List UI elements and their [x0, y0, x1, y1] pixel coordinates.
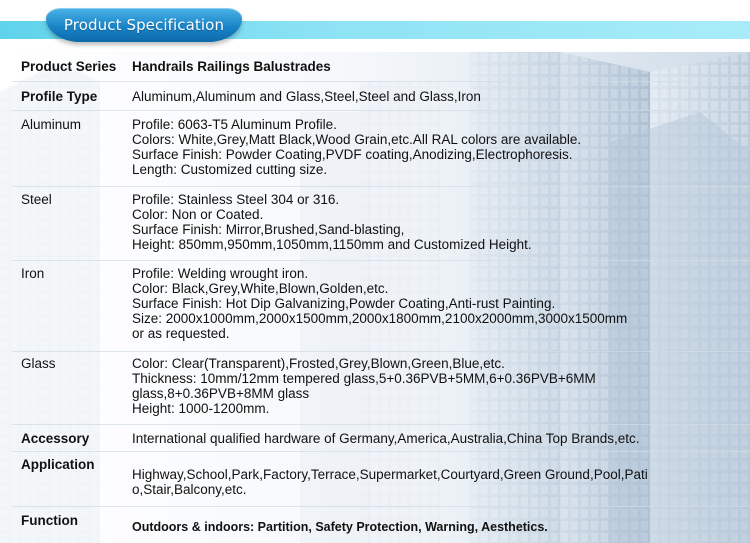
spec-label: Iron: [21, 266, 45, 281]
tab-title: Product Specification: [63, 16, 225, 34]
spec-row-iron: [12, 261, 750, 352]
spec-row-function: [12, 507, 750, 541]
spec-row-accessory: [12, 425, 750, 452]
header: [0, 0, 750, 52]
spec-row-profile-type: [12, 82, 750, 111]
spec-row-application: [12, 452, 750, 507]
spec-line: Profile: Welding wrought iron.: [132, 266, 309, 281]
spec-label: Aluminum: [21, 117, 82, 132]
spec-value: [132, 266, 750, 351]
spec-label: Accessory: [21, 431, 90, 446]
spec-row-glass: [12, 352, 750, 425]
spec-line: glass,8+0.36PVB+8MM glass: [132, 386, 310, 401]
spec-line: Profile: Stainless Steel 304 or 316.: [132, 192, 340, 207]
spec-line: Color: Clear(Transparent),Frosted,Grey,Blown,Green,Blue,etc.: [132, 356, 505, 371]
spec-value: [132, 117, 750, 186]
spec-label: Glass: [21, 356, 56, 371]
spec-value: [132, 513, 750, 541]
spec-label: Function: [21, 513, 78, 528]
spec-line: Size: 2000x1000mm,2000x1500mm,2000x1800mm,2100x2000mm,3000x1500mm: [132, 311, 628, 326]
spec-line: Colors: White,Grey,Matt Black,Wood Grain,etc.All RAL colors are available.: [132, 132, 582, 147]
spec-line: Highway,School,Park,Factory,Terrace,Supermarket,Courtyard,Green Ground,Pool,Pati: [132, 467, 648, 482]
spec-value: [132, 356, 750, 424]
spec-value: International qualified hardware of Germany,America,Australia,China Top Brands,etc.: [132, 431, 640, 446]
spec-line: Thickness: 10mm/12mm tempered glass,5+0.36PVB+5MM,6+0.36PVB+6MM: [132, 371, 596, 386]
spec-value: [132, 192, 750, 260]
spec-line: o,Stair,Balcony,etc.: [132, 482, 247, 497]
spec-row-product-series: [12, 52, 750, 82]
spec-line: Surface Finish: Powder Coating,PVDF coating,Anodizing,Electrophoresis.: [132, 147, 573, 162]
spec-label: Product Series: [21, 59, 117, 74]
spec-line: Length: Customized cutting size.: [132, 162, 328, 177]
spec-value: Handrails Railings Balustrades: [132, 59, 331, 74]
spec-value: [132, 457, 750, 506]
spec-value: Aluminum,Aluminum and Glass,Steel,Steel and Glass,Iron: [132, 89, 481, 104]
spec-label: Application: [21, 457, 95, 472]
spec-row-aluminum: [12, 111, 750, 187]
spec-line: Color: Non or Coated.: [132, 207, 264, 222]
spec-line: Height: 1000-1200mm.: [132, 401, 270, 416]
spec-line: Surface Finish: Mirror,Brushed,Sand-blasting,: [132, 222, 405, 237]
spec-row-steel: [12, 187, 750, 261]
spec-table: [12, 52, 750, 541]
spec-line: Height: 850mm,950mm,1050mm,1150mm and Customized Height.: [132, 237, 532, 252]
spec-line: Surface Finish: Hot Dip Galvanizing,Powder Coating,Anti-rust Painting.: [132, 296, 556, 311]
spec-label: Steel: [21, 192, 52, 207]
spec-line: or as requested.: [132, 326, 230, 341]
spec-line: Outdoors & indoors: Partition, Safety Protection, Warning, Aesthetics.: [132, 520, 548, 534]
spec-line: Color: Black,Grey,White,Blown,Golden,etc.: [132, 281, 389, 296]
spec-line: Profile: 6063-T5 Aluminum Profile.: [132, 117, 337, 132]
spec-label: Profile Type: [21, 89, 98, 104]
section-tab: [46, 8, 242, 42]
